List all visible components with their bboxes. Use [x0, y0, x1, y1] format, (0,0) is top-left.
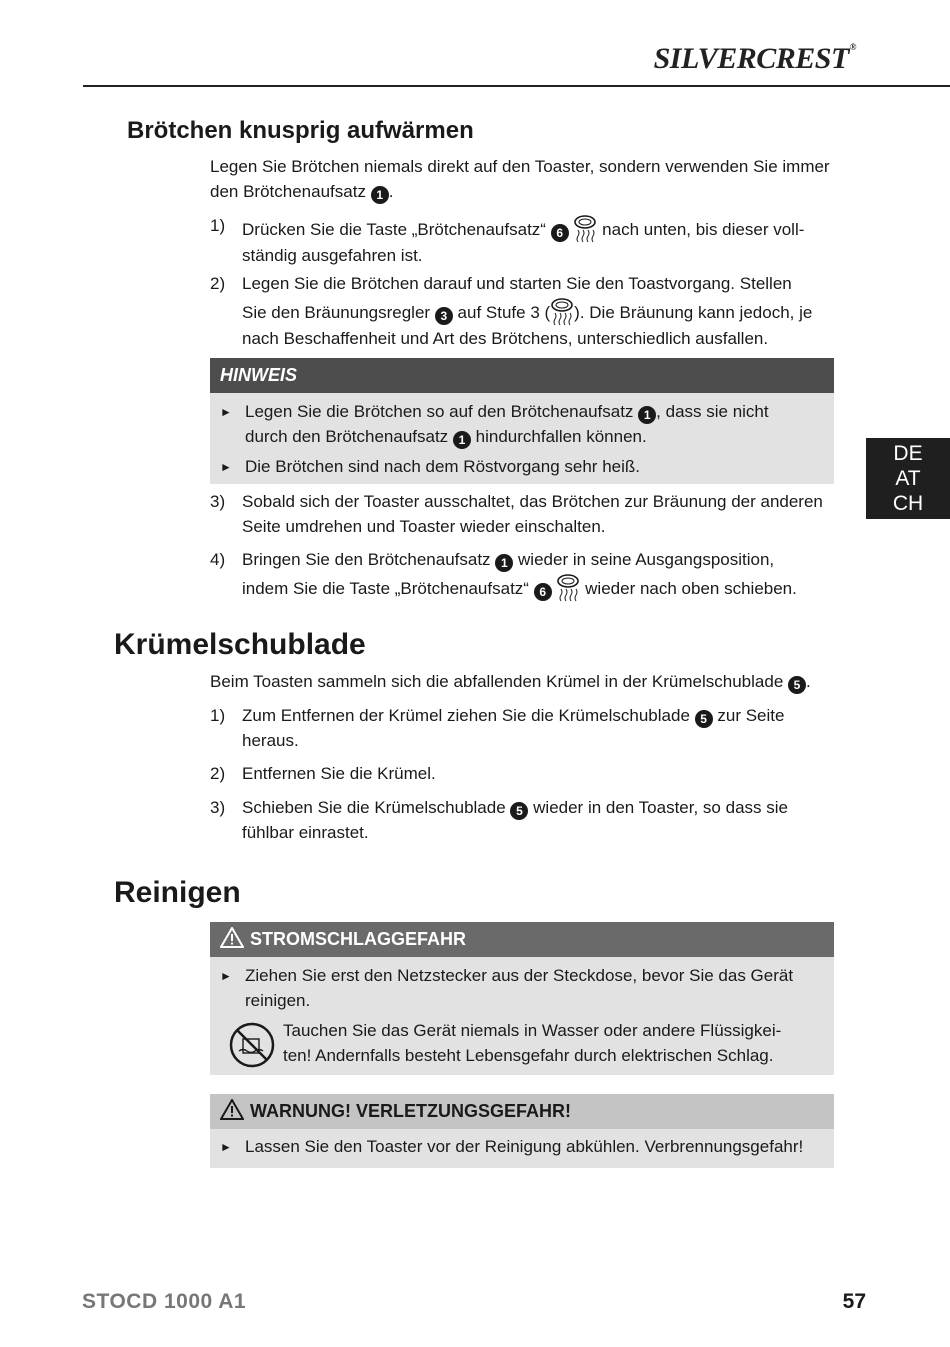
section1-intro: Legen Sie Brötchen niemals direkt auf den Toaster, sondern verwenden Sie immer den Brötchenaufsatz 1 . [210, 157, 830, 202]
verletzung-warning-box [210, 1094, 834, 1168]
bullet-arrow-icon: ► [220, 460, 232, 474]
section-title-kruemelschublade: Krümelschublade [114, 628, 366, 661]
badge-5: 5 [788, 676, 806, 694]
no-water-immersion-icon [228, 1021, 276, 1069]
bun-warmer-icon [550, 297, 574, 327]
badge-1: 1 [371, 186, 389, 204]
warning-triangle-icon [220, 927, 244, 948]
section2-intro: Beim Toasten sammeln sich die abfallenden Krümel in der Krümelschublade 5 . [210, 672, 811, 692]
bullet-arrow-icon: ► [220, 969, 232, 983]
brand-logo: SILVERCREST® [653, 42, 856, 75]
step-2: 2) Legen Sie die Brötchen darauf und starten Sie den Toastvorgang. Stellen Sie den Bräunungsregler 3 auf Stufe 3 ( ). Die Bräunung kann jedoch, je nach Beschaffenheit und Art des Brötchens, unterschiedlich ausfallen. [210, 274, 813, 348]
hinweis-box [210, 358, 834, 484]
verletzung-bullet: ► Lassen Sie den Toaster vor der Reinigung abkühlen. Verbrennungsgefahr! [210, 1135, 834, 1160]
badge-6: 6 [551, 224, 569, 242]
language-tab [866, 438, 950, 519]
step-4: 4) Bringen Sie den Brötchenaufsatz 1 wieder in seine Ausgangsposition, indem Sie die Taste „Brötchenaufsatz“ 6 wieder nach oben schieben. [210, 548, 840, 603]
header-rule [83, 85, 950, 87]
stromschlag-bullet: ► Ziehen Sie erst den Netzstecker aus der Steckdose, bevor Sie das Gerät reinigen. [220, 966, 794, 1010]
badge-5: 5 [695, 710, 713, 728]
lang-ch: CH [892, 492, 924, 515]
badge-1: 1 [453, 431, 471, 449]
kruemel-step-1: 1) Zum Entfernen der Krümel ziehen Sie die Krümelschublade 5 zur Seite heraus. [210, 706, 785, 750]
bullet-arrow-icon: ► [220, 1140, 232, 1154]
hinweis-bullet-2: ► Die Brötchen sind nach dem Röstvorgang sehr heiß. [210, 455, 834, 480]
step-1: 1) Drücken Sie die Taste „Brötchenaufsatz“ 6 nach unten, bis dieser voll- ständig ausgefahren ist. [210, 216, 805, 265]
section-title-broetchen: Brötchen knusprig aufwärmen [127, 117, 474, 144]
footer-model: STOCD 1000 A1 [82, 1290, 247, 1313]
badge-3: 3 [435, 307, 453, 325]
hinweis-header: HINWEIS [210, 358, 834, 393]
stromschlag-header: STROMSCHLAGGEFAHR [210, 922, 834, 957]
no-immersion-note: Tauchen Sie das Gerät niemals in Wasser oder andere Flüssigkei- ten! Andernfalls besteht Lebensgefahr durch elektrischen Schlag. [210, 1019, 834, 1068]
verletzung-header: WARNUNG! VERLETZUNGSGEFAHR! [210, 1094, 834, 1129]
lang-de: DE [893, 442, 923, 465]
bun-warmer-icon [573, 214, 597, 244]
badge-5: 5 [510, 802, 528, 820]
page-number: 57 [842, 1290, 866, 1313]
kruemel-step-2: 2) Entfernen Sie die Krümel. [210, 764, 436, 783]
lang-at: AT [895, 467, 921, 490]
bullet-arrow-icon: ► [220, 405, 232, 419]
kruemel-step-3: 3) Schieben Sie die Krümelschublade 5 wieder in den Toaster, so dass sie fühlbar einrastet. [210, 798, 788, 842]
bun-warmer-icon [556, 573, 580, 603]
section-title-reinigen: Reinigen [114, 876, 241, 909]
badge-1: 1 [638, 406, 656, 424]
hinweis-bullet-1: ► Legen Sie die Brötchen so auf den Brötchenaufsatz 1 , dass sie nicht durch den Brötchenaufsatz 1 hindurchfallen können. [220, 402, 769, 447]
stromschlag-warning-box [210, 922, 834, 1075]
badge-6: 6 [534, 583, 552, 601]
warning-triangle-icon [220, 1099, 244, 1120]
step-3: 3) Sobald sich der Toaster ausschaltet, das Brötchen zur Bräunung der anderen Seite umdrehen und Toaster wieder einschalten. [210, 492, 823, 536]
badge-1: 1 [495, 554, 513, 572]
